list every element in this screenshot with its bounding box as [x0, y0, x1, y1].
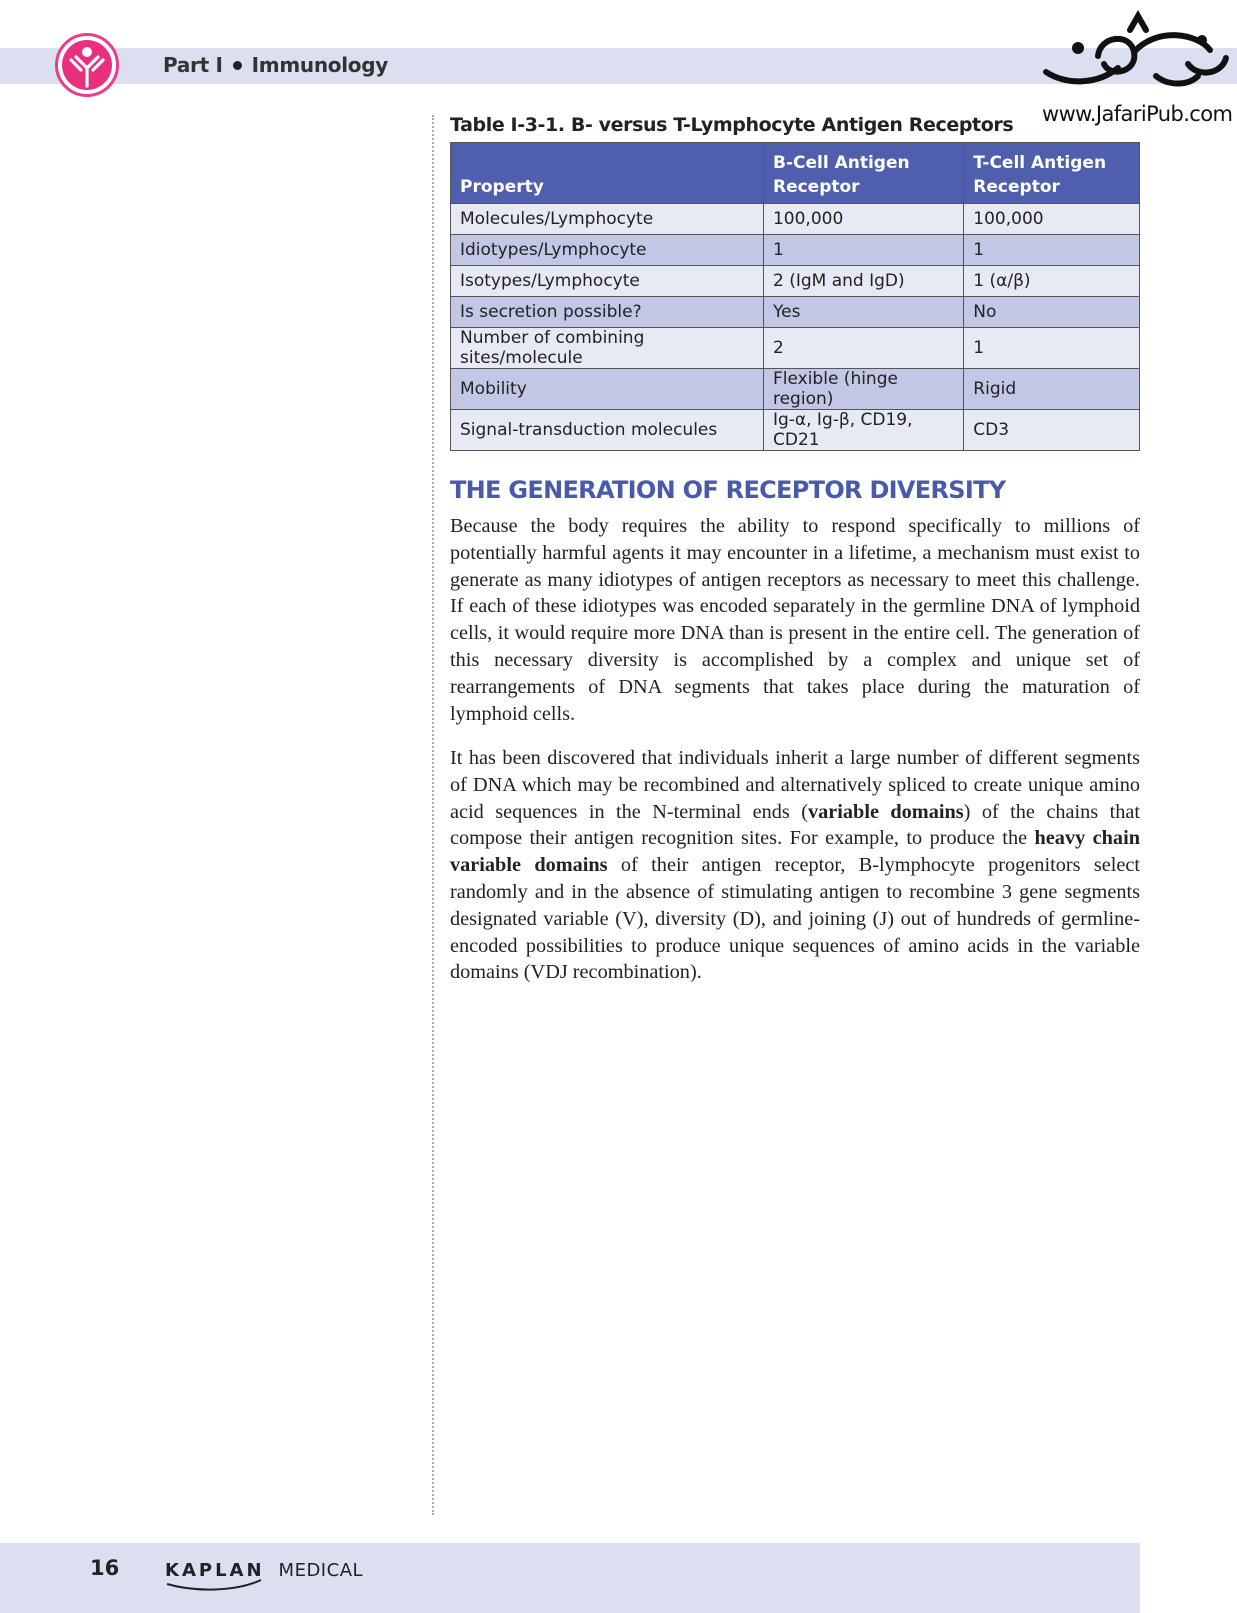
watermark-url: www.JafariPub.com [1042, 102, 1233, 126]
table-cell: 1 [964, 328, 1140, 369]
table-row [451, 297, 1140, 328]
table-row [451, 410, 1140, 451]
table-cell: 1 [763, 235, 963, 266]
bold-term: variable domains [807, 800, 964, 823]
column-header: B-Cell Antigen Receptor [763, 143, 963, 204]
table-row [451, 204, 1140, 235]
paragraph-text: It has been discovered that individuals inherit a large number of different segments of DNA which may be recombined and alternatively spliced to create unique amino acid sequences in the N-terminal ends ( [450, 747, 1140, 823]
page-number: 16 [90, 1556, 120, 1580]
table-cell: CD3 [964, 410, 1140, 451]
table-cell: Idiotypes/Lymphocyte [451, 235, 764, 266]
section-heading: THE GENERATION OF RECEPTOR DIVERSITY [450, 476, 1006, 504]
table-cell: Rigid [964, 369, 1140, 410]
bold-term: heavy chain variable domains [450, 827, 1140, 877]
brand-suffix: MEDICAL [278, 1560, 364, 1581]
table-cell: Number of combining sites/molecule [451, 328, 764, 369]
table-cell: 1 [964, 235, 1140, 266]
immunology-logo-icon [55, 33, 119, 97]
column-header: T-Cell Antigen Receptor [964, 143, 1140, 204]
table-cell: 2 (IgM and IgD) [763, 266, 963, 297]
table-cell: Is secretion possible? [451, 297, 764, 328]
table-cell: No [964, 297, 1140, 328]
table-cell: Signal-transduction molecules [451, 410, 764, 451]
header-title: Immunology [251, 53, 388, 77]
table-cell: 100,000 [964, 204, 1140, 235]
column-divider [432, 115, 434, 1515]
table-header-row [451, 143, 1140, 204]
table-row [451, 328, 1140, 369]
brand-name: KAPLAN [165, 1560, 265, 1581]
bullet-dot-icon [233, 61, 242, 70]
table-cell: Ig-α, Ig-β, CD19, CD21 [763, 410, 963, 451]
body-paragraph [450, 745, 1140, 986]
publisher-brand [165, 1560, 363, 1592]
brand-swoosh-icon [165, 1578, 265, 1592]
header-part: Part I [163, 53, 223, 77]
paragraph-text: of their antigen receptor, B-lymphocyte progenitors select randomly and in the absence of stimulating antigen to recombine 3 gene segments designated variable (V), diversity (D), and joining (J) out of hundreds of germline-encoded possibilities to produce unique sequences of amino acids in the variable domains (VDJ recombination). [450, 854, 1141, 984]
table-cell: Isotypes/Lymphocyte [451, 266, 764, 297]
table-cell: Mobility [451, 369, 764, 410]
table-caption: Table I-3-1. B- versus T-Lymphocyte Antigen Receptors [450, 114, 1014, 136]
paragraph-text: ) of the chains that compose their antigen recognition sites. For example, to produce the [450, 800, 1140, 850]
table-row [451, 235, 1140, 266]
table-row [451, 266, 1140, 297]
receptor-comparison-table [450, 142, 1140, 451]
table-cell: 100,000 [763, 204, 963, 235]
table-cell: 1 (α/β) [964, 266, 1140, 297]
table-cell: Molecules/Lymphocyte [451, 204, 764, 235]
table-cell: Flexible (hinge region) [763, 369, 963, 410]
publisher-calligraphy-logo-icon [1038, 6, 1230, 102]
table-cell: Yes [763, 297, 963, 328]
table-row [451, 369, 1140, 410]
running-header [163, 53, 388, 77]
column-header: Property [451, 143, 764, 204]
table-cell: 2 [763, 328, 963, 369]
body-paragraph: Because the body requires the ability to respond specifically to millions of potentially harmful agents it may encounter in a lifetime, a mechanism must exist to generate as many idiotypes of antigen receptors as necessary to meet this challenge. If each of these idiotypes was encoded separately in the germline DNA of lymphoid cells, it would require more DNA than is present in the entire cell. The generation of this necessary diversity is accomplished by a complex and unique set of rearrangements of DNA segments that takes place during the maturation of lymphoid cells. [450, 515, 1140, 725]
